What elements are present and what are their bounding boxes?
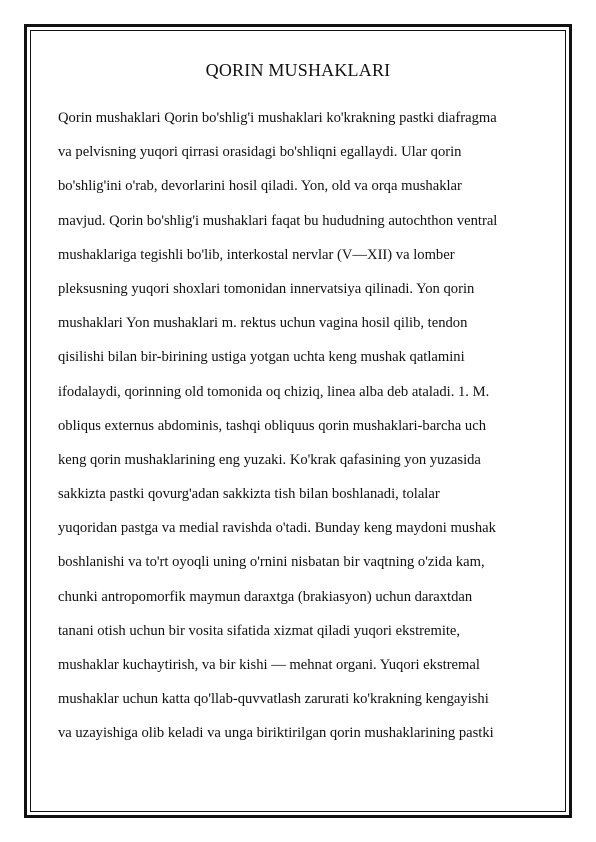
- text-line: ifodalaydi, qorinning old tomonida oq chiziq, linea alba deb ataladi. 1. M.: [58, 383, 490, 400]
- text-line: obliqus externus abdominis, tashqi obliquus qorin mushaklari-barcha uch: [58, 417, 487, 434]
- text-line: va uzayishiga olib keladi va unga biriktirilgan qorin mushaklarining pastki: [58, 725, 494, 742]
- text-line: tanani otish uchun bir vosita sifatida xizmat qiladi yuqori ekstremite,: [58, 622, 461, 639]
- text-line: pleksusning yuqori shoxlari tomonidan innervatsiya qilinadi. Yon qorin: [58, 280, 475, 297]
- text-line: mushaklar kuchaytirish, va bir kishi — mehnat organi. Yuqori ekstremal: [58, 657, 480, 673]
- text-line: chunki antropomorfik maymun daraxtga (brakiasyon) uchun daraxtdan: [58, 588, 473, 605]
- text-line: qisilishi bilan bir-birining ustiga yotgan uchta keng mushak qatlamini: [58, 349, 465, 366]
- text-line: sakkizta pastki qovurg'adan sakkizta tish bilan boshlanadi, tolalar: [58, 486, 440, 503]
- text-line: boshlanishi va to'rt oyoqli uning o'rnini nisbatan bir vaqtning o'zida kam,: [58, 554, 485, 571]
- text-line: keng qorin mushaklarining eng yuzaki. Ko'krak qafasining yon yuzasida: [58, 451, 481, 468]
- text-line: mushaklariga tegishli bo'lib, interkostal nervlar (V—XII) va lomber: [58, 246, 455, 263]
- text-line: bo'shlig'ini o'rab, devorlarini hosil qiladi. Yon, old va orqa mushaklar: [58, 178, 462, 195]
- text-line: mavjud. Qorin bo'shlig'i mushaklari faqat bu hududning autochthon ventral: [58, 212, 498, 229]
- text-line: Qorin mushaklari Qorin bo'shlig'i mushaklari ko'krakning pastki diafragma: [58, 110, 497, 126]
- text-line: yuqoridan pastga va medial ravishda o'tadi. Bunday keng maydoni mushak: [58, 520, 496, 537]
- document-body: [58, 101, 548, 751]
- text-line: mushaklar uchun katta qo'llab-quvvatlash zarurati ko'krakning kengayishi: [58, 691, 489, 708]
- text-line: va pelvisning yuqori qirrasi orasidagi bo'shliqni egallaydi. Ular qorin: [58, 144, 462, 161]
- document-title: QORIN MUSHAKLARI: [205, 60, 391, 80]
- text-line: mushaklari Yon mushaklari m. rektus uchun vagina hosil qilib, tendon: [58, 315, 468, 332]
